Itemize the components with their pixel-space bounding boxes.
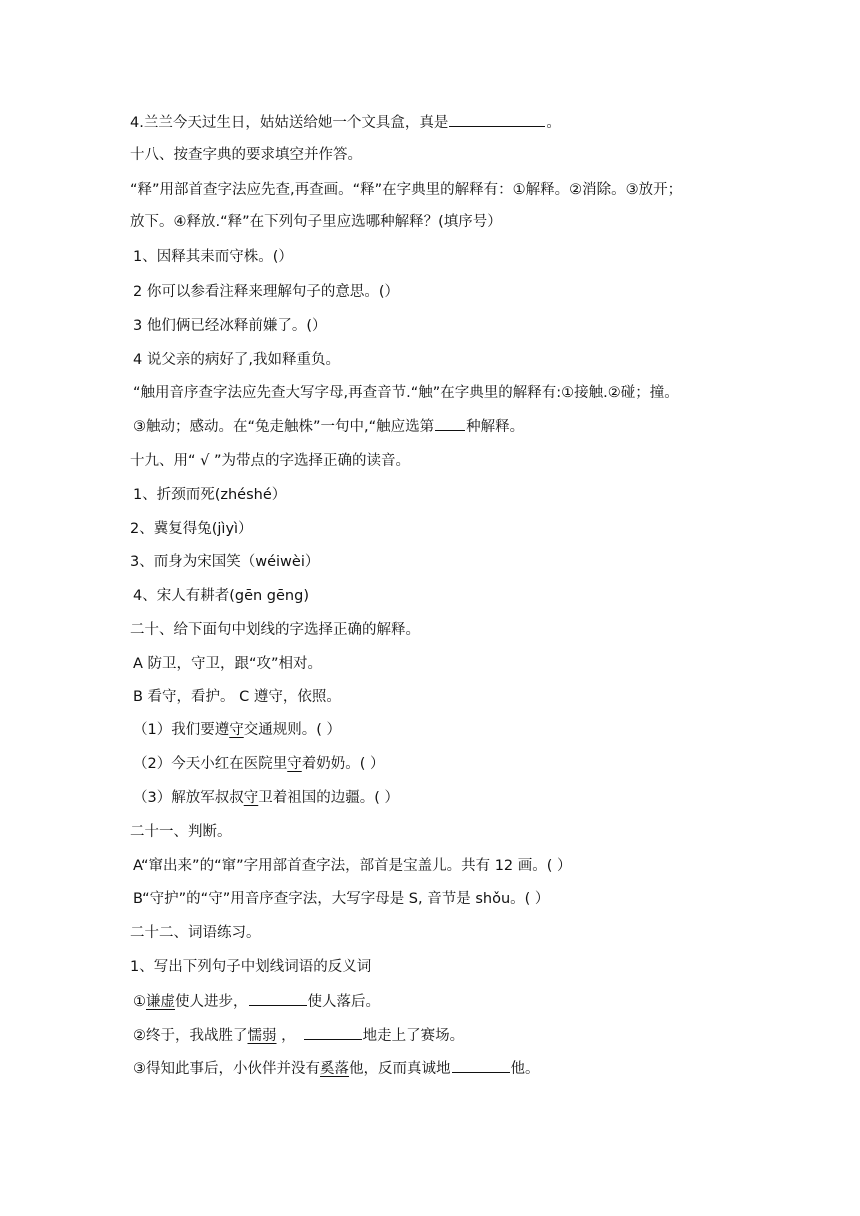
answer-blank[interactable] — [435, 416, 465, 431]
section-22-item-2 — [133, 1025, 773, 1046]
section-22-item-3 — [133, 1058, 773, 1079]
section-19-item-2: 2、冀复得兔(jìyì） — [130, 521, 253, 537]
section-20-item-3 — [133, 788, 773, 808]
line-text: 。 — [546, 115, 561, 131]
section-19-item-1: 1、折颈而死(zhéshé） — [133, 487, 287, 503]
underlined-word: 懦弱 — [247, 1028, 277, 1044]
line-text: 着奶奶。( ） — [301, 756, 385, 772]
section-18-instruction-4 — [133, 416, 773, 437]
section-20-item-2 — [133, 754, 773, 774]
line-text: 他，反而真诚地 — [349, 1061, 451, 1077]
section-22-subheading: 1、写出下列句子中划线词语的反义词 — [130, 959, 372, 975]
answer-blank[interactable] — [304, 1025, 362, 1040]
underlined-word: 守 — [287, 756, 302, 772]
question-4-sentence — [130, 112, 770, 133]
section-20-item-1 — [133, 720, 773, 740]
underlined-word: 守 — [243, 790, 259, 806]
section-18-item-3: 3 他们俩已经冰释前嫌了。(） — [133, 318, 327, 334]
section-18-item-1: 1、因释其耒而守株。(） — [133, 249, 293, 265]
line-text: ③得知此事后，小伙伴并没有 — [133, 1061, 320, 1077]
section-19-heading: 十九、用“ √ ”为带点的字选择正确的读音。 — [130, 453, 410, 469]
answer-blank[interactable] — [249, 991, 307, 1006]
line-text: ， — [276, 1028, 296, 1044]
section-19-item-3: 3、而身为宋国笑（wéiwèi） — [130, 554, 320, 570]
line-text: 地走上了赛场。 — [362, 1028, 465, 1044]
underlined-word: 守 — [229, 722, 244, 738]
line-text: 种解释。 — [466, 419, 525, 435]
line-text: （1）我们要遵 — [133, 722, 230, 738]
section-21-item-b: B“守护”的“守”用音序查字法，大写字母是 S, 音节是 shǒu。( ） — [133, 891, 550, 907]
section-20-options-b-c: B 看守，看护。 C 遵守，依照。 — [133, 689, 341, 705]
section-19-item-4: 4、宋人有耕者(gēn gēng) — [133, 588, 309, 604]
line-text: （3）解放军叔叔 — [133, 790, 244, 806]
section-18-item-4: 4 说父亲的病好了,我如释重负。 — [133, 352, 340, 368]
underlined-word: 谦虚 — [146, 994, 175, 1010]
section-22-item-1 — [133, 991, 773, 1012]
section-18-instruction-2: 放下。④释放.“释”在下列句子里应选哪种解释？(填序号） — [130, 214, 502, 230]
section-18-instruction-1: “释”用部首查字法应先查,再查画。“释”在字典里的解释有：①解释。②消除。③放开； — [130, 182, 683, 198]
line-text: ③触动；感动。在“兔走触株”一句中,“触应选第 — [133, 419, 435, 435]
section-18-item-2: 2 你可以参看注释来理解句子的意思。(） — [133, 284, 399, 300]
section-18-instruction-3: “触用音序查字法应先查大写字母,再查音节.“触”在字典里的解释有:①接触.②碰；撞。 — [133, 385, 679, 401]
section-21-item-a: A“窜出来”的“窜”字用部首查字法，部首是宝盖儿。共有 12 画。( ） — [133, 858, 572, 874]
answer-blank[interactable] — [449, 112, 545, 127]
line-text: （2）今天小红在医院里 — [133, 756, 288, 772]
section-18-heading: 十八、按查字典的要求填空并作答。 — [130, 147, 362, 163]
line-text: 使人进步， — [175, 994, 248, 1010]
line-text: ① — [133, 994, 146, 1010]
section-21-heading: 二十一、判断。 — [130, 824, 232, 840]
line-text: ②终于，我战胜了 — [133, 1028, 248, 1044]
section-22-heading: 二十二、词语练习。 — [130, 925, 261, 941]
line-text: 卫着祖国的边疆。( ） — [258, 790, 399, 806]
answer-blank[interactable] — [452, 1058, 510, 1073]
line-text: 使人落后。 — [307, 994, 380, 1010]
line-text: 4.兰兰今天过生日，姑姑送给她一个文具盒，真是 — [130, 115, 449, 131]
section-20-option-a: A 防卫，守卫，跟“攻”相对。 — [133, 656, 323, 672]
section-20-heading: 二十、给下面句中划线的字选择正确的解释。 — [130, 622, 420, 638]
line-text: 交通规则。( ） — [243, 722, 341, 738]
underlined-word: 奚落 — [320, 1061, 349, 1077]
line-text: 他。 — [510, 1061, 540, 1077]
